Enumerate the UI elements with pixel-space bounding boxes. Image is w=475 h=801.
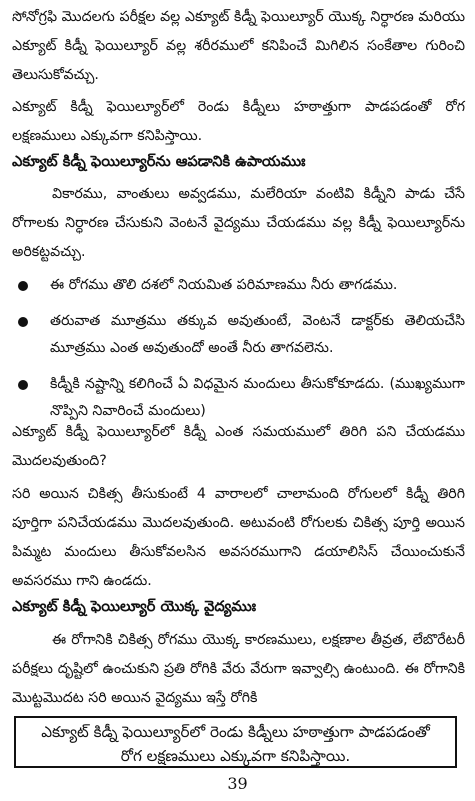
list-item <box>12 371 465 425</box>
list-item-text: ఈ రోగము తొలి దశలో నియమిత పరిమాణము నీరు తాగడము. <box>50 277 398 293</box>
bullet-dot-icon <box>18 380 28 390</box>
callout-line-1: ఎక్యూట్ కిడ్నీ ఫెయిల్యూర్‌లో రెండు కిడ్నీలు హఠాత్తుగా పాడపడంతో <box>41 723 430 741</box>
prevention-list <box>12 272 465 434</box>
list-item <box>12 272 465 299</box>
heading-treatment: ఎక్యూట్ కిడ్నీ ఫెయిల్యూర్ యొక్క వైద్యముః <box>12 598 257 615</box>
summary-callout-box <box>14 716 457 768</box>
paragraph-symptoms: ఎక్యూట్ కిడ్నీ ఫెయిల్యూర్‌లో రెండు కిడ్నీలు హఠాత్తుగా పాడపడంతో రోగ లక్షణములు ఎక్కువగా కనిపిస్తాయి. <box>12 99 465 144</box>
heading-prevention: ఎక్యూట్ కిడ్నీ ఫెయిల్యూర్‌ను ఆపడానికి ఉపాయముః <box>12 153 306 170</box>
page-number: 39 <box>227 774 248 793</box>
paragraph-recovery: సరి అయిన చికిత్స తీసుకుంటే 4 వారాలలో చాలామంది రోగులలో కిడ్నీ తిరిగి పూర్తిగా పనిచేయడము మొదలవుతుంది. అటువంటి రోగులకు చికిత్స పూర్తి అయిన పిమ్మట మందులు తీసుకోవలసిన అవసరముగాని డయాలిసిస్ చేయించుకునే అవసరము గాని ఉండదు. <box>12 486 465 589</box>
bullet-dot-icon <box>18 281 28 291</box>
paragraph-prevention: వికారము, వాంతులు అవ్వడము, మలేరియా వంటివి కిడ్నీని పాడు చేసే రోగాలకు నిర్ధారణ చేసుకుని వెంటనే వైద్యము చేయడము వల్ల కిడ్నీ ఫెయిల్యూర్‌ను అరికట్టవచ్చు. <box>12 186 465 260</box>
bullet-dot-icon <box>18 317 28 327</box>
list-item-text: తరువాత మూత్రము తక్కువ అవుతుంటే, వెంటనే డాక్టర్‌కు తెలియచేసి మూత్రము ఎంత అవుతుందో అంతే నీరు తాగవలెను. <box>50 313 465 356</box>
paragraph-treatment: ఈ రోగానికి చికిత్స రోగము యొక్క కారణములు, లక్షణాల తీవ్రత, లేబొరేటరీ పరీక్షలు దృష్టిలో ఉంచుకుని ప్రతి రోగికి వేరు వేరుగా ఇవ్వాల్సి ఉంటుంది. ఈ రోగానికి మొట్టమొదట సరి అయిన వైద్యము ఇస్తే రోగికి <box>12 632 465 706</box>
paragraph-diagnosis: సోనోగ్రఫి మొదలగు పరీక్షల వల్ల ఎక్యూట్ కిడ్నీ ఫెయిల్యూర్ యొక్క నిర్ధారణ మరియు ఎక్యూట్ కిడ్నీ ఫెయిల్యూర్ వల్ల శరీరములో కనిపించే మిగిలిన సంకేతాల గురించి తెలుసుకోవచ్చు. <box>12 9 465 83</box>
paragraph-recovery-question: ఎక్యూట్ కిడ్నీ ఫెయిల్యూర్‌లో కిడ్నీ ఎంత సమయములో తిరిగి పని చేయడము మొదలవుతుంది? <box>12 424 465 469</box>
list-item <box>12 308 465 362</box>
callout-line-2: రోగ లక్షణములు ఎక్కువగా కనిపిస్తాయి. <box>120 747 351 765</box>
list-item-text: కిడ్నీకి నష్టాన్ని కలిగించే ఏ విధమైన మందులు తీసుకోకూడదు. (ముఖ్యముగా నొప్పిని నివారించే మందులు) <box>50 376 465 419</box>
